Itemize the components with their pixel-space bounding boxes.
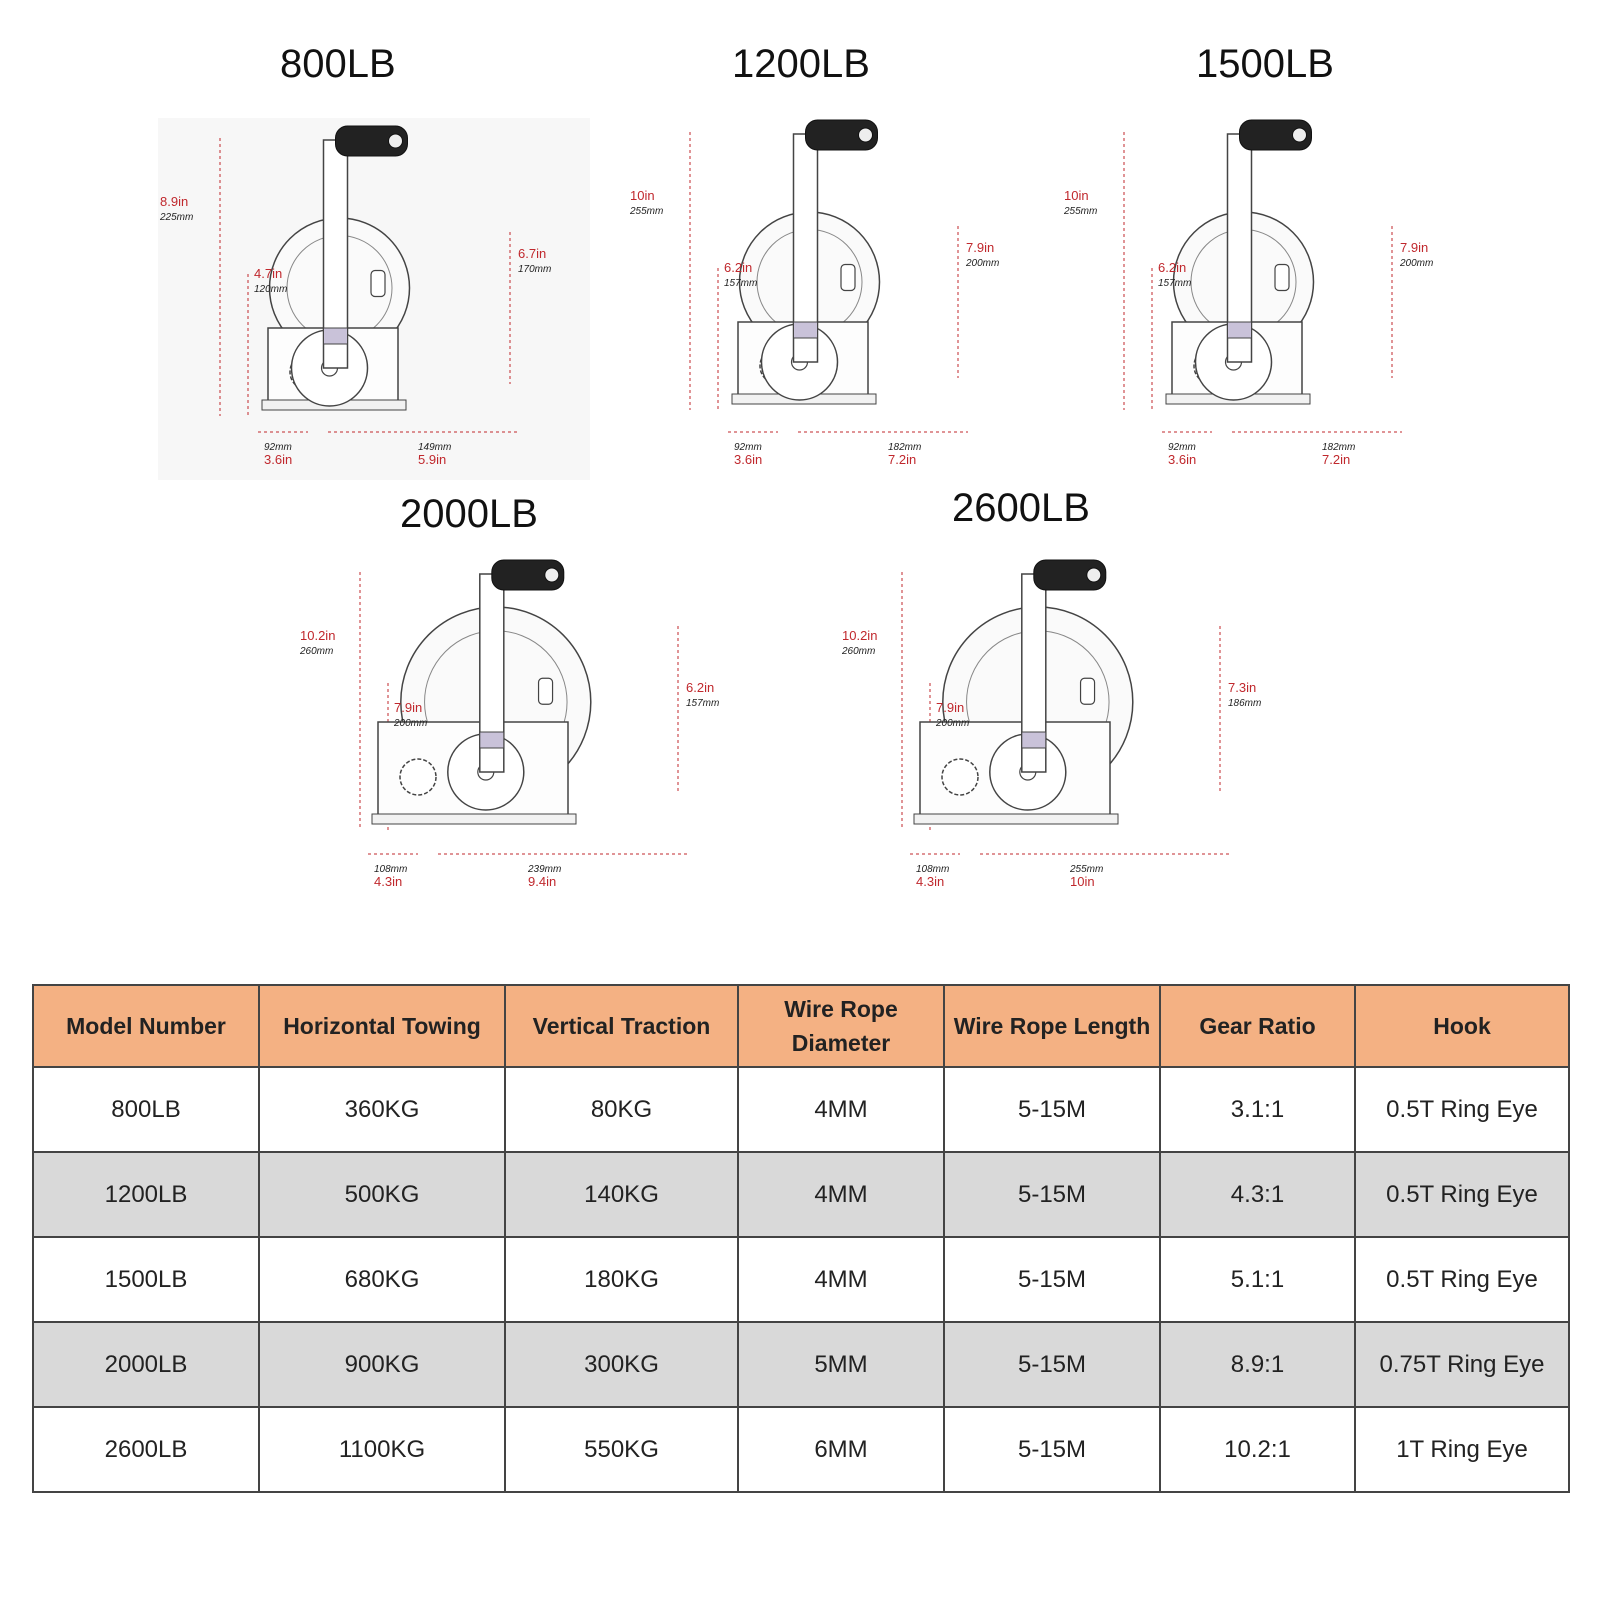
winch-drawing-svg (840, 552, 1300, 902)
table-row (33, 1407, 1569, 1492)
header-wire-rope-length: Wire Rope Length (944, 985, 1160, 1067)
winch-base-plate (372, 814, 576, 824)
width-label-mm: 239mm (528, 864, 562, 875)
model-title-2600lb: 2600LB (952, 486, 1090, 530)
cell-gear-ratio: 8.9:1 (1160, 1322, 1355, 1407)
winch-diagram-1500lb (1062, 112, 1472, 480)
winch-base-plate (914, 814, 1118, 824)
width-label-in: 9.4in (528, 874, 557, 889)
winch-diagram-2600lb (840, 552, 1300, 902)
base-label-in: 3.6in (264, 452, 293, 467)
model-title-800lb: 800LB (280, 42, 396, 86)
crank-handle-cap (389, 134, 403, 148)
table-row (33, 1067, 1569, 1152)
winch-diagram-1200lb (628, 112, 1038, 480)
header-model-number: Model Number (33, 985, 259, 1067)
width-label-in: 5.9in (418, 452, 447, 467)
ratchet-pawl (371, 271, 385, 297)
right-height-label-mm: 186mm (1228, 698, 1262, 709)
cell-rope-diameter: 4MM (738, 1152, 944, 1237)
cell-hook: 0.5T Ring Eye (1355, 1067, 1569, 1152)
cell-horizontal-towing: 680KG (259, 1237, 505, 1322)
cell-rope-length: 5-15M (944, 1322, 1160, 1407)
cell-horizontal-towing: 500KG (259, 1152, 505, 1237)
cell-model: 1200LB (33, 1152, 259, 1237)
cell-hook: 0.5T Ring Eye (1355, 1237, 1569, 1322)
spool-label-in: 4.7in (254, 266, 283, 281)
winch-diagram-800lb (158, 118, 590, 480)
spool-label-in: 7.9in (936, 700, 965, 715)
ratchet-pawl (1081, 678, 1095, 704)
width-label-in: 10in (1070, 874, 1095, 889)
header-hook: Hook (1355, 985, 1569, 1067)
cell-rope-diameter: 6MM (738, 1407, 944, 1492)
ratchet-pawl (841, 265, 855, 291)
cell-model: 2600LB (33, 1407, 259, 1492)
spool-label-mm: 120mm (254, 284, 288, 295)
height-label-in: 8.9in (160, 194, 189, 209)
right-height-label-mm: 200mm (966, 258, 1000, 269)
base-label-mm: 108mm (374, 864, 408, 875)
width-label-mm: 149mm (418, 442, 452, 453)
height-label-mm: 260mm (842, 646, 876, 657)
cell-hook: 1T Ring Eye (1355, 1407, 1569, 1492)
right-height-label-mm: 200mm (1400, 258, 1434, 269)
base-label-mm: 92mm (264, 442, 292, 453)
base-label-in: 4.3in (916, 874, 945, 889)
cell-rope-diameter: 4MM (738, 1237, 944, 1322)
table-row (33, 1322, 1569, 1407)
base-label-mm: 92mm (734, 442, 762, 453)
cell-rope-diameter: 4MM (738, 1067, 944, 1152)
base-label-in: 4.3in (374, 874, 403, 889)
height-label-mm: 255mm (630, 206, 664, 217)
cell-rope-diameter: 5MM (738, 1322, 944, 1407)
cell-gear-ratio: 3.1:1 (1160, 1067, 1355, 1152)
cell-rope-length: 5-15M (944, 1152, 1160, 1237)
right-height-label-in: 6.7in (518, 246, 547, 261)
crank-arm-label-plate (480, 732, 504, 748)
crank-arm-label-plate (1228, 322, 1252, 338)
gear-outline (942, 759, 978, 795)
gear-outline (400, 759, 436, 795)
cell-horizontal-towing: 360KG (259, 1067, 505, 1152)
height-label-mm: 255mm (1064, 206, 1098, 217)
width-label-mm: 182mm (1322, 442, 1356, 453)
cell-rope-length: 5-15M (944, 1067, 1160, 1152)
base-label-in: 3.6in (1168, 452, 1197, 467)
right-height-label-in: 7.9in (1400, 240, 1429, 255)
crank-handle-cap (545, 568, 559, 582)
cell-vertical-traction: 300KG (505, 1322, 738, 1407)
winch-drawing-svg (628, 112, 1038, 480)
spool-label-in: 6.2in (724, 260, 753, 275)
winch-drawing-svg (1062, 112, 1472, 480)
cell-gear-ratio: 5.1:1 (1160, 1237, 1355, 1322)
header-vertical-traction: Vertical Traction (505, 985, 738, 1067)
crank-arm-label-plate (794, 322, 818, 338)
header-gear-ratio: Gear Ratio (1160, 985, 1355, 1067)
right-height-label-in: 7.9in (966, 240, 995, 255)
cell-horizontal-towing: 900KG (259, 1322, 505, 1407)
ratchet-pawl (1275, 265, 1289, 291)
winch-drawing-svg (298, 552, 758, 902)
width-label-in: 7.2in (1322, 452, 1351, 467)
spool-label-mm: 200mm (936, 718, 970, 729)
crank-arm-label-plate (324, 328, 348, 344)
table-row (33, 1237, 1569, 1322)
header-wire-rope-diameter: Wire Rope Diameter (738, 985, 944, 1067)
right-height-label-in: 6.2in (686, 680, 715, 695)
winch-drawing-svg (158, 118, 590, 480)
cell-model: 1500LB (33, 1237, 259, 1322)
cell-vertical-traction: 80KG (505, 1067, 738, 1152)
width-label-mm: 182mm (888, 442, 922, 453)
cell-model: 800LB (33, 1067, 259, 1152)
cell-gear-ratio: 4.3:1 (1160, 1152, 1355, 1237)
spool-label-in: 6.2in (1158, 260, 1187, 275)
cell-model: 2000LB (33, 1322, 259, 1407)
base-label-mm: 108mm (916, 864, 950, 875)
spool-label-mm: 157mm (1158, 278, 1192, 289)
spec-table (32, 984, 1570, 1493)
height-label-mm: 260mm (300, 646, 334, 657)
cell-vertical-traction: 140KG (505, 1152, 738, 1237)
height-label-in: 10.2in (842, 628, 878, 643)
height-label-in: 10in (1064, 188, 1089, 203)
crank-handle-cap (859, 128, 873, 142)
height-label-in: 10in (630, 188, 655, 203)
cell-horizontal-towing: 1100KG (259, 1407, 505, 1492)
cell-hook: 0.5T Ring Eye (1355, 1152, 1569, 1237)
cell-vertical-traction: 550KG (505, 1407, 738, 1492)
spool-label-mm: 157mm (724, 278, 758, 289)
right-height-label-mm: 157mm (686, 698, 720, 709)
spool-label-mm: 200mm (394, 718, 428, 729)
width-label-in: 7.2in (888, 452, 917, 467)
cell-hook: 0.75T Ring Eye (1355, 1322, 1569, 1407)
model-title-1500lb: 1500LB (1196, 42, 1334, 86)
cell-vertical-traction: 180KG (505, 1237, 738, 1322)
ratchet-pawl (539, 678, 553, 704)
crank-handle-cap (1087, 568, 1101, 582)
height-label-mm: 225mm (160, 212, 194, 223)
spec-table-header-row (33, 985, 1569, 1067)
model-title-1200lb: 1200LB (732, 42, 870, 86)
table-row (33, 1152, 1569, 1237)
cell-gear-ratio: 10.2:1 (1160, 1407, 1355, 1492)
cell-rope-length: 5-15M (944, 1407, 1160, 1492)
model-title-2000lb: 2000LB (400, 492, 538, 536)
header-horizontal-towing: Horizontal Towing (259, 985, 505, 1067)
width-label-mm: 255mm (1070, 864, 1104, 875)
right-height-label-mm: 170mm (518, 264, 552, 275)
height-label-in: 10.2in (300, 628, 336, 643)
crank-handle-cap (1293, 128, 1307, 142)
base-label-in: 3.6in (734, 452, 763, 467)
right-height-label-in: 7.3in (1228, 680, 1257, 695)
crank-arm-label-plate (1022, 732, 1046, 748)
base-label-mm: 92mm (1168, 442, 1196, 453)
spool-label-in: 7.9in (394, 700, 423, 715)
cell-rope-length: 5-15M (944, 1237, 1160, 1322)
winch-diagram-2000lb (298, 552, 758, 902)
